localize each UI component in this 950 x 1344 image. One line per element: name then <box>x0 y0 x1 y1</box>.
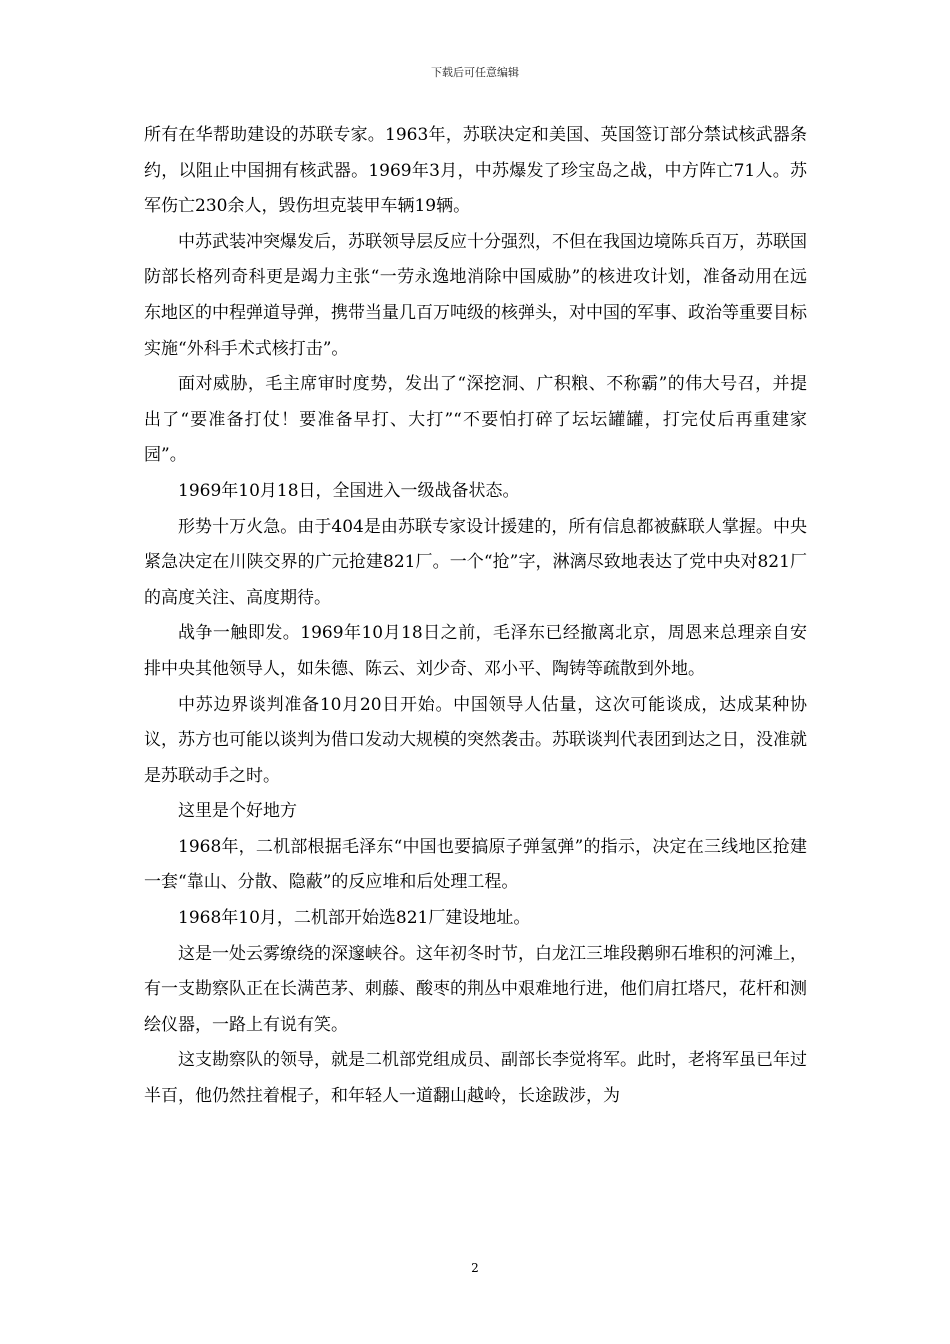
paragraph: 战争一触即发。1969年10月18日之前，毛泽东已经撤离北京，周恩来总理亲自安排中央其他领导人，如朱德、陈云、刘少奇、邓小平、陶铸等疏散到外地。 <box>144 623 807 679</box>
paragraph: 中苏边界谈判准备10月20日开始。中国领导人估量，这次可能谈成，达成某种协议，苏方也可能以谈判为借口发动大规模的突然袭击。苏联谈判代表团到达之日，没准就是苏联动手之时。 <box>144 694 807 786</box>
paragraph: 1968年，二机部根据毛泽东“中国也要搞原子弹氢弹”的指示，决定在三线地区抢建一套“靠山、分散、隐蔽”的反应堆和后处理工程。 <box>144 836 807 893</box>
page-number: 2 <box>471 1261 479 1275</box>
paragraph: 这是一处云雾缭绕的深邃峡谷。这年初冬时节，白龙江三堆段鹅卵石堆积的河滩上，有一支勘察队正在长满芭茅、刺藤、酸枣的荆丛中艰难地行进，他们肩扛塔尺，花杆和测绘仪器，一路上有说有笑。 <box>144 943 807 1035</box>
section-heading: 这里是个好地方 <box>178 801 297 822</box>
paragraph: 形势十万火急。由于404是由苏联专家设计援建的，所有信息都被蘇联人掌握。中央紧急决定在川陕交界的广元抢建821厂。一个“抢”字，淋漓尽致地表达了党中央对821厂的高度关注、高度期待。 <box>144 516 807 608</box>
paragraph: 1968年10月，二机部开始选821厂建设地址。 <box>178 908 531 929</box>
paragraph: 这支勘察队的领导，就是二机部党组成员、副部长李觉将军。此时，老将军虽已年过半百，他仍然拄着棍子，和年轻人一道翻山越岭，长途跋涉，为 <box>144 1050 807 1107</box>
paragraph: 所有在华帮助建设的苏联专家。1963年，苏联决定和美国、英国签订部分禁试核武器条约，以阻止中国拥有核武器。1969年3月，中苏爆发了珍宝岛之战，中方阵亡71人。苏军伤亡230余人，毁伤坦克装甲车辆19辆。 <box>144 125 807 217</box>
paragraph: 面对威胁，毛主席审时度势，发出了“深挖洞、广积粮、不称霸”的伟大号召，并提出了“要准备打仗！要准备早打、大打”“不要怕打碎了坛坛罐罐，打完仗后再重建家园”。 <box>144 374 807 466</box>
document-body <box>144 118 807 1115</box>
paragraph: 中苏武装冲突爆发后，苏联领导层反应十分强烈，不但在我国边境陈兵百万，苏联国防部长格列奇科更是竭力主张“一劳永逸地消除中国威胁”的核进攻计划，准备动用在远东地区的中程弹道导弹，携带当量几百万吨级的核弹头，对中国的军事、政治等重要目标实施“外科手术式核打击”。 <box>144 231 807 359</box>
paragraph: 1969年10月18日，全国进入一级战备状态。 <box>178 480 520 501</box>
page-header: 下载后可任意编辑 <box>431 66 519 79</box>
